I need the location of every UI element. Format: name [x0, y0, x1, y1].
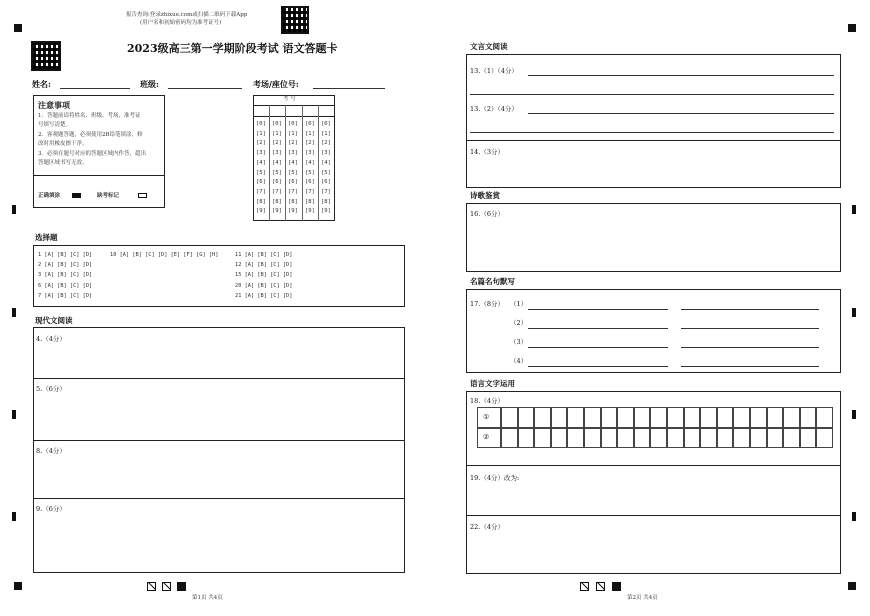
grid-cell[interactable] [650, 428, 667, 449]
question-label: 9.（6分） [36, 505, 66, 513]
grid-cell[interactable] [567, 428, 584, 449]
corner-mark [14, 582, 22, 590]
exam-id-bubble[interactable]: [7] [288, 188, 298, 195]
divider [33, 440, 405, 441]
divider [466, 515, 841, 516]
choice-item[interactable]: 7 [A] [B] [C] [D] [38, 292, 93, 299]
grid-cell[interactable] [584, 428, 601, 449]
exam-id-bubble[interactable]: [5] [305, 169, 315, 176]
qr-code-icon [31, 41, 61, 71]
answer-line[interactable] [470, 132, 834, 133]
row-label: ② [483, 433, 490, 441]
choice-item[interactable]: 6 [A] [B] [C] [D] [38, 282, 93, 289]
absent-checkbox[interactable] [138, 193, 147, 198]
page-number: 第1页 共4页 [192, 595, 223, 601]
exam-id-bubble[interactable]: [6] [288, 179, 298, 186]
section-heading-famous: 名篇名句默写 [470, 277, 515, 286]
grid-cell[interactable] [617, 428, 634, 449]
question-label: 18.（4分） [470, 397, 504, 405]
password-notice: (用户名和初始密码均为准考证号) [140, 20, 222, 26]
page-code-box [162, 582, 171, 591]
divider [466, 140, 841, 141]
room-field[interactable] [313, 88, 385, 89]
section-heading-modern: 现代文阅读 [35, 316, 73, 325]
exam-id-bubble[interactable]: [6] [256, 179, 266, 186]
answer-line[interactable] [681, 309, 819, 310]
question-label: 17.（8分） [470, 300, 504, 308]
choice-item[interactable]: 2 [A] [B] [C] [D] [38, 262, 93, 269]
exam-id-bubble[interactable]: [5] [272, 169, 282, 176]
grid-cell[interactable] [501, 407, 518, 428]
grid-cell[interactable] [767, 428, 784, 449]
exam-id-bubble[interactable]: [2] [305, 140, 315, 147]
answer-line[interactable] [681, 366, 819, 367]
grid-cell[interactable] [800, 428, 817, 449]
timing-mark [852, 205, 856, 214]
exam-id-bubble[interactable]: [5] [256, 169, 266, 176]
grid-cell[interactable] [551, 407, 568, 428]
timing-mark [12, 512, 16, 521]
class-field[interactable] [168, 88, 242, 89]
exam-id-bubble[interactable]: [7] [256, 188, 266, 195]
grid-cell[interactable] [534, 428, 551, 449]
exam-id-bubble[interactable]: [2] [272, 140, 282, 147]
divider [269, 105, 270, 221]
grid-cell[interactable] [750, 407, 767, 428]
section-heading-language: 语言文字运用 [470, 379, 515, 388]
report-notice: 报告查询:登录zhixue.com或扫描二维码下载App [126, 12, 248, 18]
exam-id-bubble[interactable]: [8] [321, 198, 331, 205]
choice-item[interactable]: 11 [A] [B] [C] [D] [235, 252, 293, 258]
grid-cell[interactable] [667, 428, 684, 449]
exam-id-label: 考 号 [283, 96, 296, 102]
exam-id-bubble[interactable]: [9] [305, 208, 315, 215]
exam-id-bubble[interactable]: [3] [321, 150, 331, 157]
divider [33, 378, 405, 379]
choice-item[interactable]: 20 [A] [B] [C] [D] [235, 282, 293, 289]
exam-id-bubble[interactable]: [6] [305, 179, 315, 186]
divider [285, 105, 286, 221]
grid-cell[interactable] [634, 407, 651, 428]
section-heading-classical: 文言文阅读 [470, 42, 508, 51]
grid-cell[interactable] [650, 407, 667, 428]
exam-id-bubble[interactable]: [9] [288, 208, 298, 215]
answer-line[interactable] [681, 347, 819, 348]
choice-item[interactable]: 21 [A] [B] [C] [D] [235, 292, 293, 299]
page-number: 第2页 共4页 [627, 595, 658, 601]
answer-line[interactable] [528, 309, 668, 310]
grid-cell[interactable] [567, 407, 584, 428]
divider [253, 116, 335, 117]
qr-code-icon [281, 6, 309, 34]
grid-cell[interactable] [551, 428, 568, 449]
correct-fill-label: 正确填涂 [38, 193, 61, 199]
answer-line[interactable] [528, 75, 834, 76]
grid-cell[interactable] [534, 407, 551, 428]
exam-id-bubble[interactable]: [0] [305, 121, 315, 127]
part-label: （3） [510, 338, 528, 346]
answer-area-q5[interactable] [34, 398, 404, 438]
question-label: 19.（4分）改为: [470, 474, 520, 482]
grid-cell[interactable] [783, 428, 800, 449]
question-label: 8.（4分） [36, 447, 66, 455]
grid-cell[interactable] [733, 407, 750, 428]
divider [302, 105, 303, 221]
question-label: 13.（1）（4分） [470, 67, 518, 75]
notes-line: 3．必须在题号对应的答题区域内作答，超出 [38, 151, 147, 157]
answer-line[interactable] [470, 94, 834, 95]
timing-mark [12, 205, 16, 214]
absent-label: 缺考标记 [97, 193, 120, 199]
exam-id-bubble[interactable]: [7] [305, 188, 315, 195]
divider [33, 498, 405, 499]
exam-id-bubble[interactable]: [5] [321, 169, 331, 176]
name-label: 姓名: [32, 79, 51, 89]
grid-cell[interactable] [700, 428, 717, 449]
timing-mark [12, 410, 16, 419]
choice-item[interactable]: 1 [A] [B] [C] [D] [38, 252, 93, 258]
room-label: 考场/座位号: [253, 79, 299, 89]
grid-cell[interactable] [816, 407, 833, 428]
exam-id-bubble[interactable]: [1] [305, 130, 315, 137]
answer-line[interactable] [528, 347, 668, 348]
answer-area-q22[interactable] [467, 535, 840, 572]
grid-cell[interactable] [750, 428, 767, 449]
exam-id-bubble[interactable]: [2] [288, 140, 298, 147]
answer-line[interactable] [528, 366, 668, 367]
grid-cell[interactable] [601, 407, 618, 428]
exam-id-bubble[interactable]: [5] [288, 169, 298, 176]
grid-cell[interactable] [634, 428, 651, 449]
notes-line: 答题区域书写无效。 [38, 160, 88, 166]
exam-id-bubble[interactable]: [2] [256, 140, 266, 147]
class-label: 班级: [140, 79, 159, 89]
exam-id-bubble[interactable]: [4] [272, 159, 282, 166]
exam-id-bubble[interactable]: [1] [321, 130, 331, 137]
grid-cell[interactable] [783, 407, 800, 428]
exam-id-bubble[interactable]: [8] [305, 198, 315, 205]
question-label: 13.（2）（4分） [470, 105, 518, 113]
choice-item[interactable]: 10 [A] [B] [C] [D] [E] [F] [G] [H] [110, 252, 219, 258]
exam-id-bubble[interactable]: [0] [256, 121, 266, 127]
exam-id-bubble[interactable]: [1] [288, 130, 298, 137]
exam-id-bubble[interactable]: [9] [256, 208, 266, 215]
exam-id-bubble[interactable]: [3] [272, 150, 282, 157]
exam-id-bubble[interactable]: [6] [272, 179, 282, 186]
exam-id-bubble[interactable]: [9] [321, 208, 331, 215]
grid-cell[interactable] [617, 407, 634, 428]
page-code-mark [612, 582, 621, 591]
exam-id-bubble[interactable]: [1] [272, 130, 282, 137]
grid-cell[interactable] [700, 407, 717, 428]
part-label: （4） [510, 357, 528, 365]
exam-id-bubble[interactable]: [8] [256, 198, 266, 205]
page-code-box [596, 582, 605, 591]
answer-area-q19[interactable] [467, 486, 840, 513]
row-label: ① [483, 413, 490, 421]
grid-cell[interactable] [684, 407, 701, 428]
page-code-box [147, 582, 156, 591]
grid-cell[interactable] [800, 407, 817, 428]
grid-cell[interactable] [584, 407, 601, 428]
exam-id-bubble[interactable]: [4] [256, 159, 266, 166]
section-heading-poetry: 诗歌鉴赏 [470, 191, 500, 200]
answer-area-q9[interactable] [34, 518, 404, 571]
part-label: （1） [510, 300, 528, 308]
question-label: 5.（6分） [36, 385, 66, 393]
grid-cell[interactable] [501, 428, 518, 449]
exam-id-bubble[interactable]: [7] [272, 188, 282, 195]
grid-cell[interactable] [601, 428, 618, 449]
divider [33, 175, 165, 176]
page-code-box [580, 582, 589, 591]
answer-line[interactable] [681, 328, 819, 329]
exam-id-bubble[interactable]: [4] [288, 159, 298, 166]
exam-id-bubble[interactable]: [0] [272, 121, 282, 127]
answer-area-q14[interactable] [467, 160, 840, 186]
corner-mark [848, 24, 856, 32]
exam-id-bubble[interactable]: [3] [305, 150, 315, 157]
divider [318, 105, 319, 221]
question-label: 14.（3分） [470, 148, 504, 156]
grid-cell[interactable] [767, 407, 784, 428]
corner-mark [14, 24, 22, 32]
exam-id-bubble[interactable]: [0] [321, 121, 331, 127]
notes-line: 改时用橡皮擦干净。 [38, 141, 88, 147]
answer-area-q4[interactable] [34, 349, 404, 377]
exam-id-bubble[interactable]: [8] [288, 198, 298, 205]
corner-mark [848, 582, 856, 590]
timing-mark [852, 410, 856, 419]
question-label: 4.（4分） [36, 335, 66, 343]
grid-cell[interactable] [816, 428, 833, 449]
answer-area-q16[interactable] [467, 222, 840, 270]
answer-area-q8[interactable] [34, 460, 404, 496]
grid-cell[interactable] [667, 407, 684, 428]
notes-line: 号填写清楚。 [38, 122, 72, 128]
part-label: （2） [510, 319, 528, 327]
grid-cell[interactable] [684, 428, 701, 449]
exam-id-bubble[interactable]: [9] [272, 208, 282, 215]
exam-id-bubble[interactable]: [0] [288, 121, 298, 127]
notes-line: 1．答题前请将姓名、班级、考场、准考证 [38, 113, 141, 119]
exam-id-bubble[interactable]: [6] [321, 179, 331, 186]
exam-id-bubble[interactable]: [3] [288, 150, 298, 157]
exam-id-bubble[interactable]: [2] [321, 140, 331, 147]
exam-id-bubble[interactable]: [7] [321, 188, 331, 195]
timing-mark [852, 512, 856, 521]
divider [253, 105, 335, 106]
timing-mark [852, 308, 856, 317]
exam-id-bubble[interactable]: [1] [256, 130, 266, 137]
grid-cell[interactable] [717, 428, 734, 449]
exam-id-bubble[interactable]: [3] [256, 150, 266, 157]
answer-line[interactable] [528, 328, 668, 329]
question-label: 22.（4分） [470, 523, 504, 531]
name-field[interactable] [60, 88, 130, 89]
exam-id-bubble[interactable]: [4] [321, 159, 331, 166]
page-code-mark [177, 582, 186, 591]
timing-mark [12, 308, 16, 317]
notes-line: 2．客观题答题，必须使用2B铅笔填涂，修 [38, 132, 143, 138]
grid-cell[interactable] [518, 407, 535, 428]
choice-item[interactable]: 3 [A] [B] [C] [D] [38, 272, 93, 279]
page-title: 2023级高三第一学期阶段考试 语文答题卡 [127, 42, 338, 55]
notes-heading: 注意事项 [38, 100, 70, 110]
choice-item[interactable]: 12 [A] [B] [C] [D] [235, 262, 293, 269]
choice-item[interactable]: 15 [A] [B] [C] [D] [235, 272, 293, 279]
grid-cell[interactable] [733, 428, 750, 449]
section-heading-choice: 选择题 [35, 233, 58, 242]
answer-line[interactable] [528, 113, 834, 114]
exam-id-bubble[interactable]: [4] [305, 159, 315, 166]
grid-cell[interactable] [518, 428, 535, 449]
filled-sample-icon [72, 193, 81, 198]
question-label: 16.（6分） [470, 210, 504, 218]
exam-id-bubble[interactable]: [8] [272, 198, 282, 205]
grid-cell[interactable] [717, 407, 734, 428]
divider [466, 465, 841, 466]
